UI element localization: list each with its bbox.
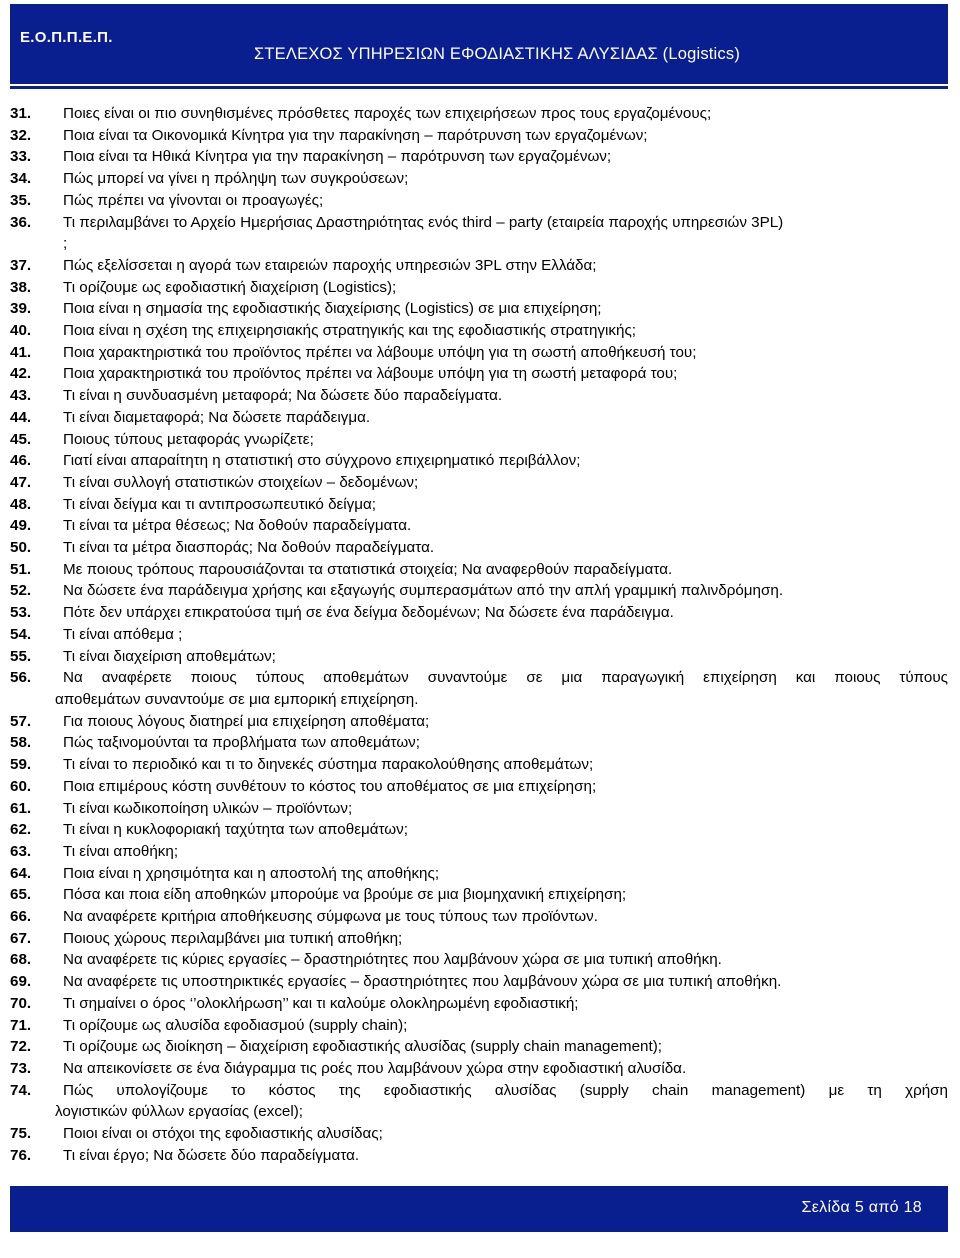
question-item — [10, 125, 948, 147]
question-text: Τι είναι τα μέτρα θέσεως; Να δοθούν παραδείγματα. — [63, 517, 412, 535]
question-item — [10, 906, 948, 928]
page-number: Σελίδα 5 από 18 — [801, 1199, 922, 1216]
question-number: 53. — [10, 604, 32, 622]
question-text: Τι είναι η συνδυασμένη μεταφορά; Να δώσετε δύο παραδείγματα. — [63, 387, 503, 405]
question-number: 50. — [10, 539, 32, 557]
question-item — [10, 168, 948, 190]
question-number: 46. — [10, 452, 32, 470]
question-text: Τι σημαίνει ο όρος ‘’ολοκλήρωση’’ και τι καλούμε ολοκληρωμένη εφοδιαστική; — [63, 994, 579, 1012]
question-text: Να απεικονίσετε σε ένα διάγραμμα τις ροές που λαμβάνουν χώρα στην εφοδιαστική αλυσίδα. — [63, 1059, 687, 1077]
question-item — [10, 646, 948, 668]
question-number: 48. — [10, 495, 32, 513]
question-item — [10, 754, 948, 776]
question-text: Τι ορίζουμε ως διοίκηση – διαχείριση εφοδιαστικής αλυσίδας (supply chain management); — [63, 1038, 662, 1056]
question-number: 55. — [10, 647, 32, 665]
question-text: Να δώσετε ένα παράδειγμα χρήσης και εξαγωγής συμπερασμάτων από την απλή γραμμική παλινδρόμηση. — [63, 582, 784, 600]
question-item — [10, 255, 948, 277]
question-item — [10, 928, 948, 950]
question-item — [10, 971, 948, 993]
question-number: 32. — [10, 126, 32, 144]
question-number: 66. — [10, 908, 32, 926]
question-text: Τι είναι δείγμα και τι αντιπροσωπευτικό δείγμα; — [63, 495, 377, 513]
question-number: 31. — [10, 105, 32, 122]
question-text: Να αναφέρετε τις κύριες εργασίες – δραστηριότητες που λαμβάνουν χώρα σε μια τυπική αποθήκη. — [63, 951, 722, 969]
question-text: Τι είναι το περιοδικό και τι το διηνεκές σύστημα παρακολούθησης αποθεμάτων; — [63, 756, 594, 774]
question-text: Ποια είναι η σημασία της εφοδιαστικής διαχείρισης (Logistics) σε μια επιχείρηση; — [63, 300, 602, 318]
question-text: Ποιες είναι οι πιο συνηθισμένες πρόσθετες παροχές των επιχειρήσεων προς τους εργαζομένους; — [63, 105, 712, 122]
question-item — [10, 559, 948, 581]
question-text: Με ποιους τρόπους παρουσιάζονται τα στατιστικά στοιχεία; Να αναφερθούν παραδείγματα. — [63, 560, 673, 578]
question-item — [10, 277, 948, 299]
question-item — [10, 363, 948, 385]
question-number: 49. — [10, 517, 32, 535]
question-text: Γιατί είναι απαραίτητη η στατιστική στο σύγχρονο επιχειρηματικό περιβάλλον; — [63, 452, 581, 470]
header-org: Ε.Ο.Π.Π.Ε.Π. — [20, 29, 113, 46]
question-number: 41. — [10, 343, 32, 361]
question-item — [10, 212, 948, 255]
question-text: Τι είναι κωδικοποίηση υλικών – προϊόντων; — [63, 799, 353, 817]
question-text: Πόσα και ποια είδη αποθηκών μπορούμε να βρούμε σε μια βιομηχανική επιχείρηση; — [63, 886, 627, 904]
question-number: 45. — [10, 430, 32, 448]
question-item — [10, 320, 948, 342]
question-number: 76. — [10, 1146, 32, 1164]
question-number: 37. — [10, 256, 32, 274]
question-text: Πώς εξελίσσεται η αγορά των εταιρειών παροχής υπηρεσιών 3PL στην Ελλάδα; — [63, 256, 597, 274]
question-item — [10, 1015, 948, 1037]
question-number: 58. — [10, 734, 32, 752]
question-number: 51. — [10, 560, 32, 578]
question-number: 47. — [10, 473, 32, 491]
question-number: 44. — [10, 408, 32, 426]
question-number: 42. — [10, 365, 32, 383]
question-text: Να αναφέρετε κριτήρια αποθήκευσης σύμφωνα με τους τύπους των προϊόντων. — [63, 908, 598, 926]
question-text: Ποια είναι η σχέση της επιχειρησιακής στρατηγικής και της εφοδιαστικής στρατηγικής; — [63, 322, 636, 340]
question-item — [10, 537, 948, 559]
question-number: 65. — [10, 886, 32, 904]
question-text-continuation: λογιστικών φύλλων εργασίας (excel); — [55, 1103, 304, 1121]
question-text: Πώς πρέπει να γίνονται οι προαγωγές; — [63, 191, 324, 209]
question-item — [10, 385, 948, 407]
question-number: 71. — [10, 1016, 32, 1034]
question-text: Πώς υπολογίζουμε το κόστος της εφοδιαστικής αλυσίδας (supply chain management) με τη χρήση — [63, 1081, 948, 1099]
question-text: Τι είναι η κυκλοφοριακή ταχύτητα των αποθεμάτων; — [63, 821, 408, 839]
question-number: 67. — [10, 929, 32, 947]
question-text: Τι περιλαμβάνει το Αρχείο Ημερήσιας Δραστηριότητας ενός third – party (εταιρεία παροχής υπηρεσιών 3PL) — [63, 213, 784, 231]
question-item — [10, 711, 948, 733]
question-text: Ποια επιμέρους κόστη συνθέτουν το κόστος του αποθέματος σε μια επιχείρηση; — [63, 777, 597, 795]
question-text: Για ποιους λόγους διατηρεί μια επιχείρηση αποθέματα; — [63, 712, 430, 730]
question-number: 33. — [10, 148, 32, 166]
question-number: 61. — [10, 799, 32, 817]
question-text: Ποια είναι τα Ηθικά Κίνητρα για την παρακίνηση – παρότρυνση των εργαζομένων; — [63, 148, 612, 166]
question-item — [10, 949, 948, 971]
question-number: 59. — [10, 756, 32, 774]
question-item — [10, 1145, 948, 1167]
question-item — [10, 732, 948, 754]
question-number: 72. — [10, 1038, 32, 1056]
question-number: 39. — [10, 300, 32, 318]
question-item — [10, 494, 948, 516]
question-text-continuation: αποθεμάτων συναντούμε σε μια εμπορική επιχείρηση. — [55, 690, 419, 708]
question-number: 64. — [10, 864, 32, 882]
question-text: Ποιοι είναι οι στόχοι της εφοδιαστικής αλυσίδας; — [63, 1125, 383, 1143]
question-number: 70. — [10, 994, 32, 1012]
header-title: ΣΤΕΛΕΧΟΣ ΥΠΗΡΕΣΙΩΝ ΕΦΟΔΙΑΣΤΙΚΗΣ ΑΛΥΣΙΔΑΣ (Logistics) — [254, 45, 741, 63]
question-text: Ποια είναι η χρησιμότητα και η αποστολή της αποθήκης; — [63, 864, 440, 882]
question-text: Τι είναι τα μέτρα διασποράς; Να δοθούν παραδείγματα. — [63, 539, 435, 557]
question-item — [10, 1123, 948, 1145]
question-text: Πότε δεν υπάρχει επικρατούσα τιμή σε ένα δείγμα δεδομένων; Να δώσετε ένα παράδειγμα. — [63, 604, 674, 622]
question-text: Τι είναι διαμεταφορά; Να δώσετε παράδειγμα. — [63, 408, 371, 426]
question-number: 63. — [10, 842, 32, 860]
page-header — [10, 4, 948, 84]
question-item — [10, 298, 948, 320]
question-number: 75. — [10, 1125, 32, 1143]
question-text: Τι είναι απόθεμα ; — [63, 625, 183, 643]
question-number: 54. — [10, 625, 32, 643]
question-item — [10, 884, 948, 906]
question-number: 73. — [10, 1059, 32, 1077]
question-number: 56. — [10, 669, 32, 687]
question-item — [10, 580, 948, 602]
question-text: Ποια είναι τα Οικονομικά Κίνητρα για την παρακίνηση – παρότρυνση των εργαζομένων; — [63, 126, 648, 144]
question-item — [10, 515, 948, 537]
question-text: Ποια χαρακτηριστικά του προϊόντος πρέπει να λάβουμε υπόψη για τη σωστή αποθήκευσή του; — [63, 343, 697, 361]
question-text: Τι ορίζουμε ως αλυσίδα εφοδιασμού (supply chain); — [63, 1016, 408, 1034]
question-text: Να αναφέρετε ποιους τύπους αποθεμάτων συναντούμε σε μια παραγωγική επιχείρηση και ποιους τύπους — [63, 669, 948, 687]
question-number: 40. — [10, 322, 32, 340]
question-item — [10, 472, 948, 494]
question-item — [10, 1080, 948, 1123]
question-item — [10, 624, 948, 646]
question-text: Ποιους χώρους περιλαμβάνει μια τυπική αποθήκη; — [63, 929, 403, 947]
question-item — [10, 863, 948, 885]
question-number: 43. — [10, 387, 32, 405]
question-number: 62. — [10, 821, 32, 839]
question-text: Ποια χαρακτηριστικά του προϊόντος πρέπει να λάβουμε υπόψη για τη σωστή μεταφορά του; — [63, 365, 678, 383]
question-text-continuation: ; — [63, 235, 68, 253]
question-text: Πώς μπορεί να γίνει η πρόληψη των συγκρούσεων; — [63, 170, 409, 188]
question-text: Ποιους τύπους μεταφοράς γνωρίζετε; — [63, 430, 314, 448]
question-number: 68. — [10, 951, 32, 969]
question-text: Τι είναι έργο; Να δώσετε δύο παραδείγματα. — [63, 1146, 360, 1164]
question-item — [10, 798, 948, 820]
question-number: 52. — [10, 582, 32, 600]
question-number: 38. — [10, 278, 32, 296]
question-text: Τι είναι αποθήκη; — [63, 842, 179, 860]
header-divider — [10, 86, 948, 89]
question-item — [10, 429, 948, 451]
question-item — [10, 993, 948, 1015]
page-footer — [10, 1186, 948, 1232]
question-text: Τι είναι συλλογή στατιστικών στοιχείων – δεδομένων; — [63, 473, 419, 491]
question-list — [10, 103, 948, 1166]
question-number: 57. — [10, 712, 32, 730]
question-number: 60. — [10, 777, 32, 795]
question-text: Τι είναι διαχείριση αποθεμάτων; — [63, 647, 276, 665]
question-number: 34. — [10, 170, 32, 188]
question-item — [10, 146, 948, 168]
question-item — [10, 1058, 948, 1080]
question-item — [10, 103, 948, 125]
question-item — [10, 450, 948, 472]
question-text: Να αναφέρετε τις υποστηρικτικές εργασίες – δραστηριότητες που λαμβάνουν χώρα σε μια τυπική αποθήκη. — [63, 973, 782, 991]
question-text: Πώς ταξινομούνται τα προβλήματα των αποθεμάτων; — [63, 734, 420, 752]
question-text: Τι ορίζουμε ως εφοδιαστική διαχείριση (Logistics); — [63, 278, 397, 296]
question-item — [10, 841, 948, 863]
question-item — [10, 1036, 948, 1058]
question-item — [10, 342, 948, 364]
question-item — [10, 190, 948, 212]
question-number: 69. — [10, 973, 32, 991]
question-number: 36. — [10, 213, 32, 231]
question-item — [10, 407, 948, 429]
question-item — [10, 667, 948, 710]
question-item — [10, 602, 948, 624]
question-number: 74. — [10, 1081, 32, 1099]
question-number: 35. — [10, 191, 32, 209]
question-item — [10, 819, 948, 841]
question-item — [10, 776, 948, 798]
